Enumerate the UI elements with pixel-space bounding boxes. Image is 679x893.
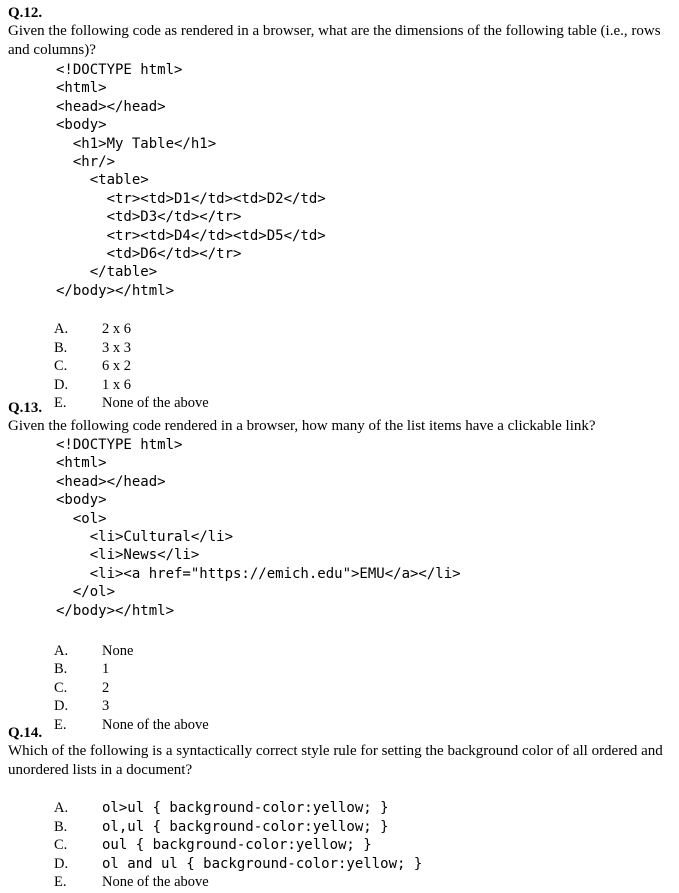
question-text: Given the following code rendered in a browser, how many of the list items have a clickable link?	[8, 418, 596, 434]
options-list	[8, 799, 676, 892]
option-a[interactable]	[8, 799, 676, 818]
option-letter: D.	[54, 376, 69, 393]
code-line: </body></html>	[56, 602, 175, 619]
option-letter: E.	[54, 716, 67, 733]
option-b[interactable]	[8, 818, 676, 837]
question-title: Q.12.	[8, 5, 43, 21]
code-line: <td>D3</td></tr>	[56, 209, 242, 226]
option-letter: B.	[54, 339, 68, 356]
option-text: oul { background-color:yellow; }	[102, 837, 372, 853]
option-letter: A.	[54, 800, 69, 816]
option-text: 3 x 3	[102, 339, 131, 356]
option-letter: A.	[54, 642, 69, 659]
option-letter: B.	[54, 818, 68, 835]
code-line: <tr><td>D4</td><td>D5</td>	[56, 227, 326, 244]
code-line: <tr><td>D1</td><td>D2</td>	[56, 190, 326, 207]
code-line: <!DOCTYPE html>	[56, 62, 183, 78]
option-text: None of the above	[102, 395, 209, 412]
option-letter: C.	[54, 358, 68, 375]
option-letter: E.	[54, 874, 67, 890]
option-c[interactable]	[8, 679, 676, 698]
option-text: 2 x 6	[102, 321, 131, 338]
option-text: 6 x 2	[102, 358, 131, 375]
code-line: <!DOCTYPE html>	[56, 437, 183, 453]
code-line: </table>	[56, 264, 158, 281]
question-12	[8, 4, 676, 413]
option-text: ol>ul { background-color:yellow; }	[102, 800, 389, 816]
option-text: None of the above	[102, 874, 209, 890]
option-b[interactable]	[8, 660, 676, 679]
code-line: <head></head>	[56, 98, 166, 115]
option-c[interactable]	[8, 357, 676, 376]
option-a[interactable]	[8, 642, 676, 661]
option-d[interactable]	[8, 697, 676, 716]
option-text: 1	[102, 661, 110, 678]
option-letter: C.	[54, 679, 68, 696]
option-e[interactable]	[8, 873, 676, 892]
question-14	[8, 724, 676, 892]
code-line: <h1>My Table</h1>	[56, 135, 217, 152]
option-d[interactable]	[8, 376, 676, 395]
option-letter: B.	[54, 661, 68, 678]
option-text: 2	[102, 679, 110, 696]
option-text: 3	[102, 698, 110, 715]
option-letter: D.	[54, 855, 69, 872]
option-text: None	[102, 642, 134, 659]
code-block	[56, 61, 676, 300]
code-line: <head></head>	[56, 473, 166, 490]
code-line: <html>	[56, 455, 107, 472]
code-line: </body></html>	[56, 282, 175, 299]
question-title: Q.13.	[8, 400, 43, 416]
option-text: 1 x 6	[102, 376, 131, 393]
option-b[interactable]	[8, 339, 676, 358]
question-13	[8, 399, 676, 734]
option-letter: A.	[54, 321, 69, 338]
question-title: Q.14.	[8, 725, 43, 741]
code-line: <li>Cultural</li>	[56, 528, 234, 545]
option-letter: E.	[54, 395, 67, 412]
question-text: Given the following code as rendered in a browser, what are the dimensions of the following table (i.e., rows and columns)?	[8, 23, 661, 58]
code-line: <body>	[56, 492, 107, 509]
question-text: Which of the following is a syntactically correct style rule for setting the background color of all ordered and unordered lists in a document?	[8, 743, 663, 778]
option-text: ol and ul { background-color:yellow; }	[102, 855, 423, 872]
code-line: <li>News</li>	[56, 547, 200, 564]
option-a[interactable]	[8, 320, 676, 339]
code-line: <body>	[56, 117, 107, 134]
code-line: <td>D6</td></tr>	[56, 245, 242, 262]
option-letter: C.	[54, 837, 68, 853]
code-line: <ol>	[56, 510, 107, 527]
option-c[interactable]	[8, 836, 676, 855]
code-line: <li><a href="https://emich.edu">EMU</a></li>	[56, 565, 461, 582]
option-d[interactable]	[8, 855, 676, 874]
code-line: </ol>	[56, 584, 116, 601]
code-line: <html>	[56, 80, 107, 97]
option-text: ol,ul { background-color:yellow; }	[102, 818, 389, 835]
option-letter: D.	[54, 698, 69, 715]
code-line: <hr/>	[56, 153, 116, 170]
code-block	[56, 436, 676, 620]
options-list	[8, 642, 676, 735]
option-text: None of the above	[102, 716, 209, 733]
code-line: <table>	[56, 172, 149, 189]
